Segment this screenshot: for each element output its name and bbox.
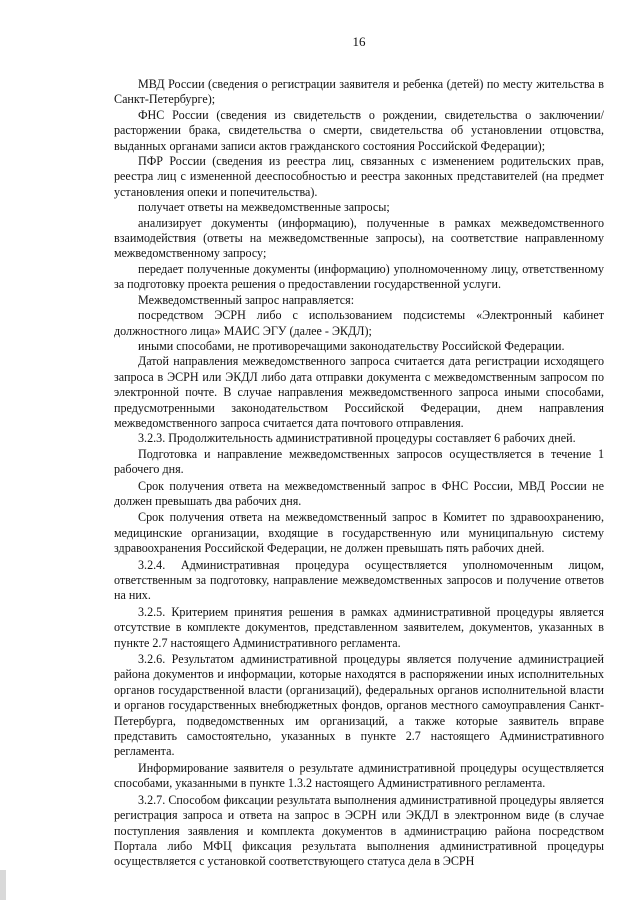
paragraph-3-2-5: 3.2.5. Критерием принятия решения в рамках административной процедуры является отсутствие в комплекте документов, представленном заявителем, документов, указанных в пункте 2.7 настоящего Административного регламента. xyxy=(114,604,604,650)
paragraph-fns: ФНС России (сведения из свидетельств о рождении, свидетельства о заключении/расторжении брака, свидетельства о смерти, свидетельства об установлении отцовства, выданных органами записи актов гражданского состояния Российской Федерации); xyxy=(114,107,604,153)
paragraph-3-2-6: 3.2.6. Результатом административной процедуры является получение администрацией района документов и информации, которые находятся в распоряжении иных исполнительных органов государственной власти (организаций), федеральных органов исполнительной власти и органов государственных внебюджетных фондов, органов местного самоуправления Санкт-Петербурга, подведомственных им организаций, а также которые заявитель вправе представить самостоятельно, указанных в пункте 2.7 настоящего Административного регламента. xyxy=(114,652,604,759)
paragraph-preparation-term: Подготовка и направление межведомственных запросов осуществляется в течение 1 рабочего дня. xyxy=(114,446,604,477)
paragraph-via-esrn: посредством ЭСРН либо с использованием подсистемы «Электронный кабинет должностного лица» МАИС ЭГУ (далее - ЭКДЛ); xyxy=(114,308,604,338)
paragraph-other-means: иными способами, не противоречащими законодательству Российской Федерации. xyxy=(138,338,565,353)
page-number: 16 xyxy=(352,34,366,49)
paragraph-health-term: Срок получения ответа на межведомственный запрос в Комитет по здравоохранению, медицинские организации, входящие в государственную или муниципальную систему здравоохранения Российской Федерации, не должен превышать пять рабочих дней. xyxy=(114,510,604,556)
paragraph-pfr: ПФР России (сведения из реестра лиц, связанных с изменением родительских прав, реестра лиц с измененной дееспособностью и реестра законных представителей (на предмет установления опеки и попечительства). xyxy=(114,154,604,199)
paragraph-mvd: МВД России (сведения о регистрации заявителя и ребенка (детей) по месту жительства в Санкт-Петербурге); xyxy=(114,77,604,107)
paragraph-analyzes-documents: анализирует документы (информацию), полученные в рамках межведомственного взаимодействия (ответы на межведомственные запросы), на соответствие направленному межведомственному запросу; xyxy=(114,215,604,261)
paragraph-informing: Информирование заявителя о результате административной процедуры осуществляется способами, указанными в пункте 1.3.2 настоящего Административного регламента. xyxy=(114,760,604,791)
paragraph-transfers-documents: передает полученные документы (информацию) уполномоченному лицу, ответственному за подготовку проекта решения о предоставлении государственной услуги. xyxy=(114,261,604,292)
paragraph-3-2-7: 3.2.7. Способом фиксации результата выполнения административной процедуры является регистрация запроса и ответа на запрос в ЭСРН или ЭКДЛ в электронном виде (в случае поступления заявления и комплекта документов в администрацию района посредством Портала либо МФЦ фиксация результата выполнения административной процедуры осуществляется с установкой соответствующего статуса дела в ЭСРН xyxy=(114,792,604,869)
scan-edge-mark xyxy=(0,870,6,900)
paragraph-request-date: Датой направления межведомственного запроса считается дата регистрации исходящего запроса в ЭСРН или ЭКДЛ либо дата отправки документа с межведомственным запросом по электронной почте. В случае направления межведомственного запроса иными способами, предусмотренными законодательством Российской Федерации, днем направления межведомственного запроса считается дата почтового отправления. xyxy=(114,354,604,430)
paragraph-request-sent: Межведомственный запрос направляется: xyxy=(138,292,355,307)
paragraph-receives-answers: получает ответы на межведомственные запросы; xyxy=(138,200,390,215)
paragraph-3-2-3: 3.2.3. Продолжительность административной процедуры составляет 6 рабочих дней. xyxy=(138,431,576,446)
paragraph-fns-mvd-term: Срок получения ответа на межведомственный запрос в ФНС России, МВД России не должен превышать два рабочих дня. xyxy=(114,478,604,508)
paragraph-3-2-4: 3.2.4. Административная процедура осуществляется уполномоченным лицом, ответственным за подготовку, направление межведомственных запросов и получение ответов на них. xyxy=(114,557,604,603)
